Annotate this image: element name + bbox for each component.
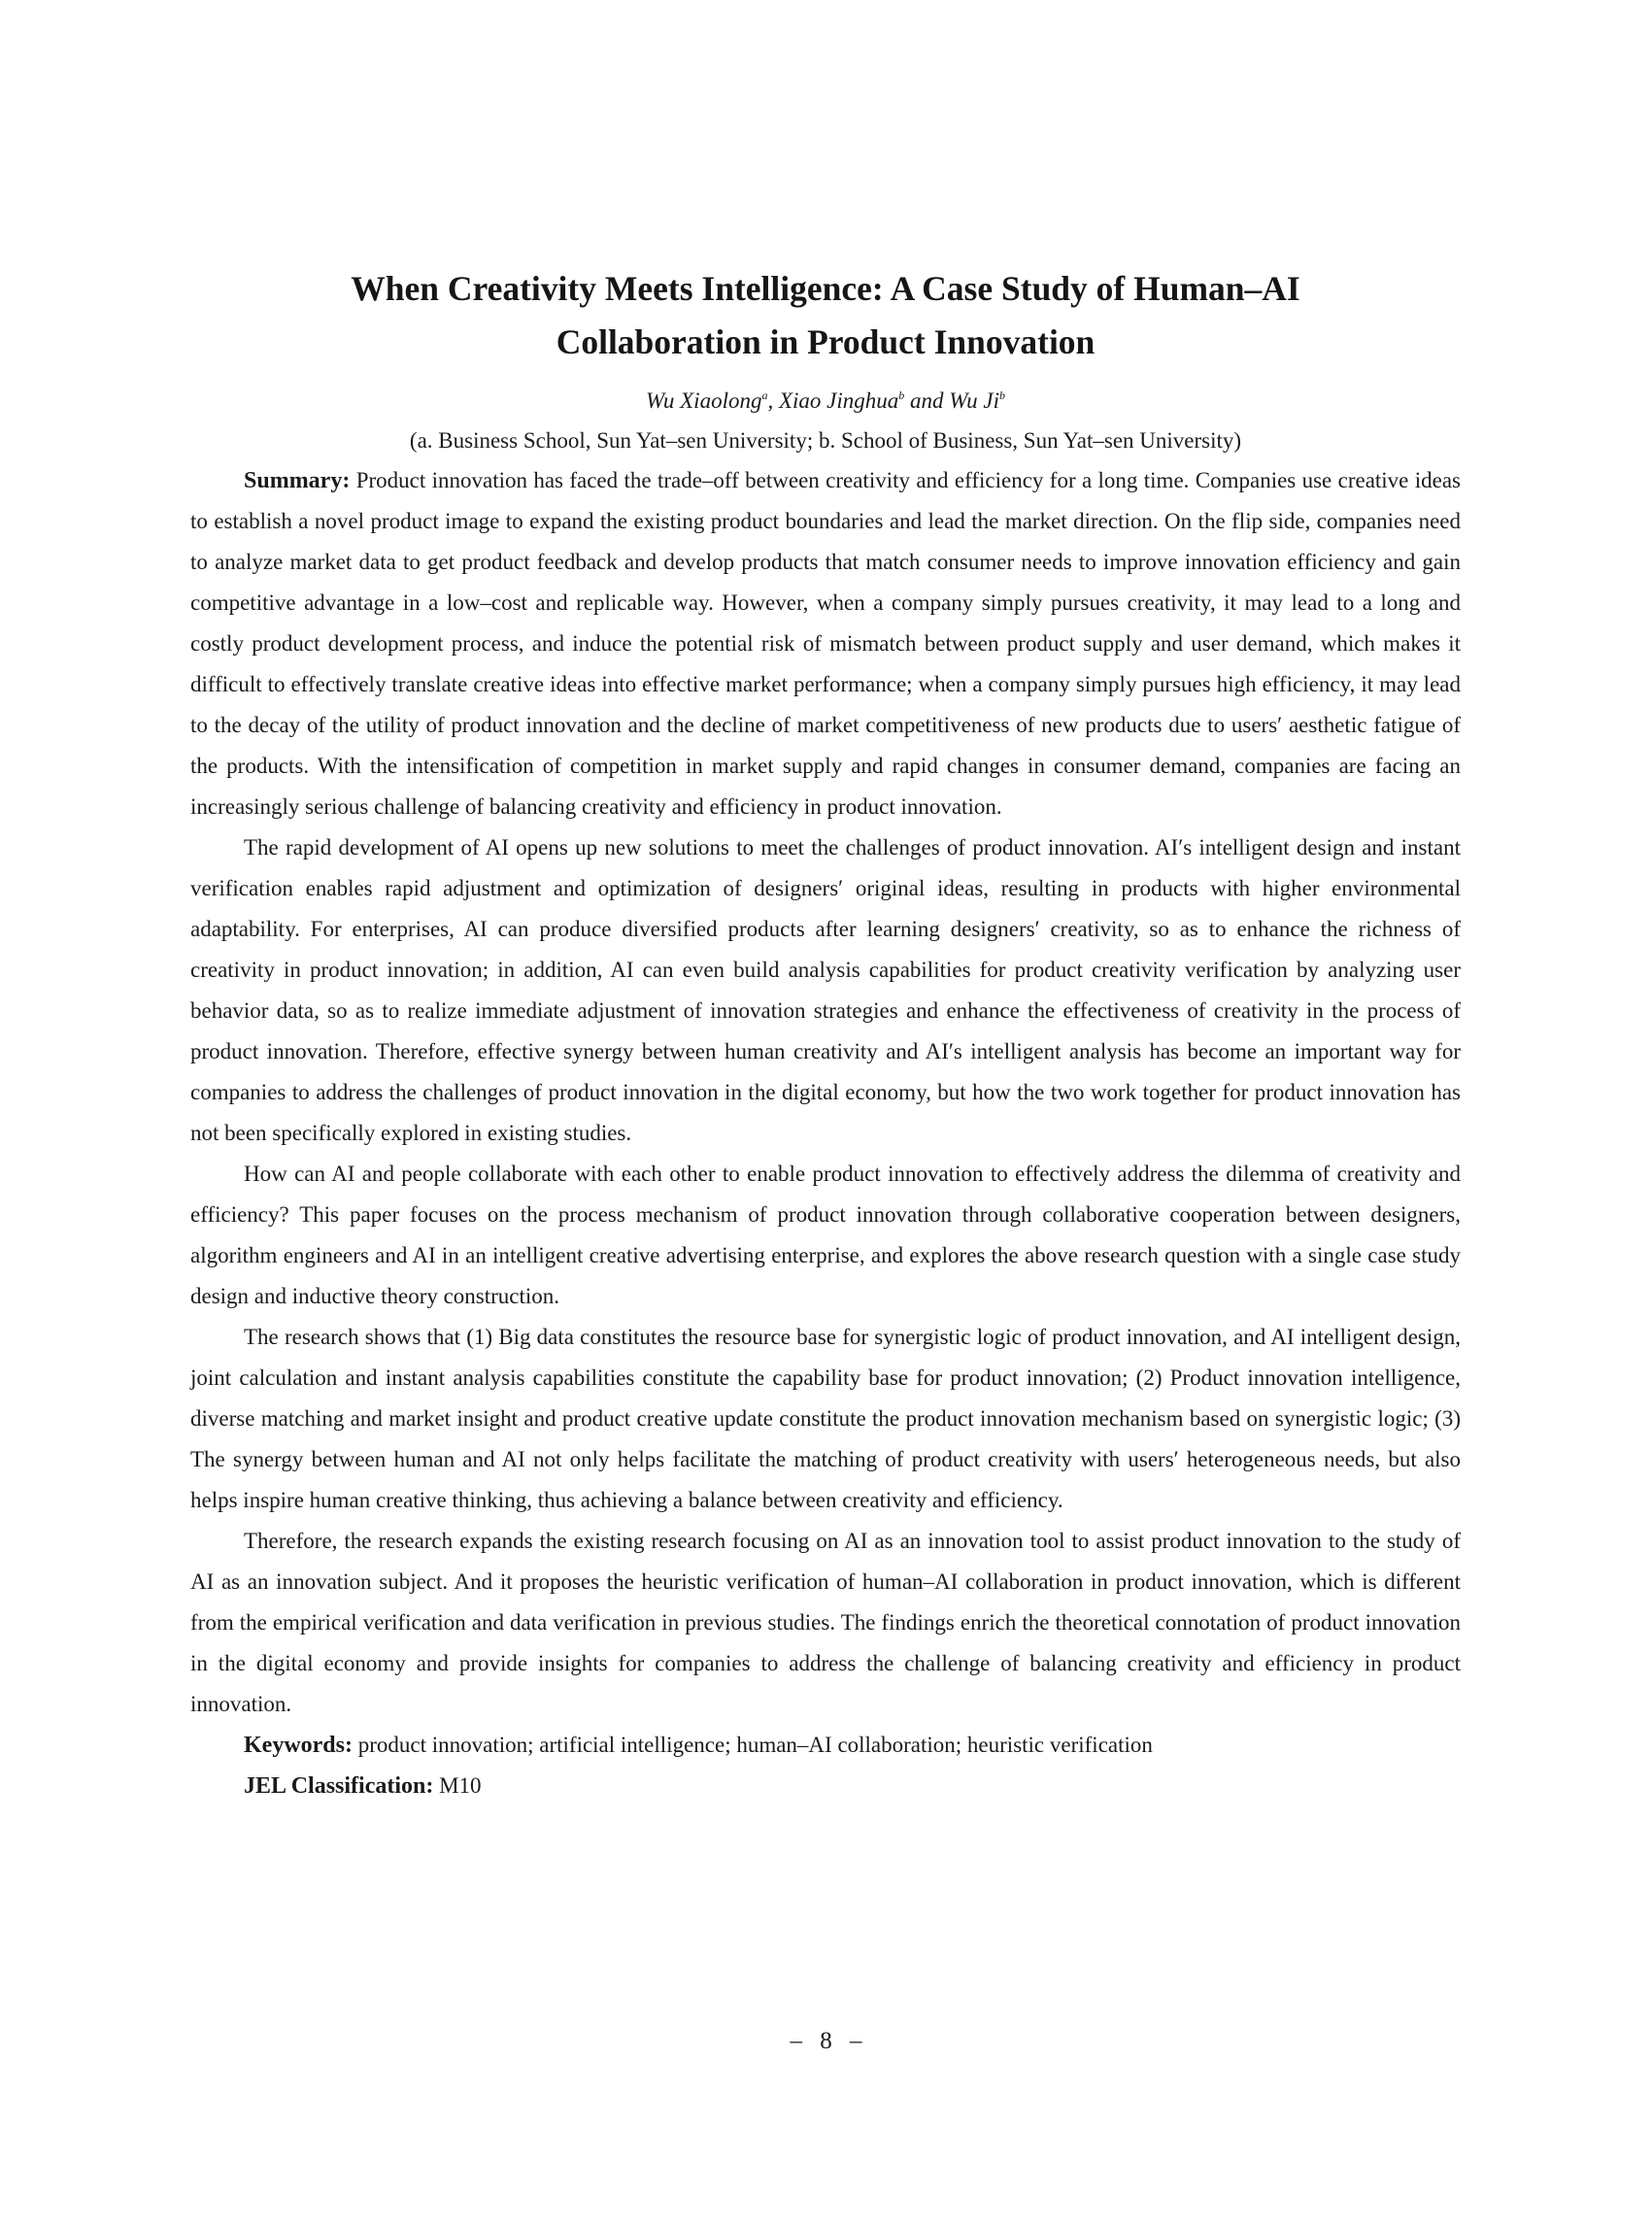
summary-paragraph: How can AI and people collaborate with each other to enable product innovation to effectively address the dilemma of creativity and efficiency? This paper focuses on the process mechanism of product innovation through collaborative cooperation between designers, algorithm engineers and AI in an intelligent creative advertising enterprise, and explores the above research question with a single case study design and inductive theory construction. [190, 1162, 1461, 1308]
jel-line [190, 1766, 1461, 1806]
author-name: Wu Ji [949, 388, 1000, 413]
summary-text: Product innovation has faced the trade–off between creativity and efficiency for a long time. Companies use creative ideas to establish a novel product image to expand the existing product boundaries and lead the market direction. On the flip side, companies need to analyze market data to get product feedback and develop products that match consumer needs to improve innovation efficiency and gain competitive advantage in a low–cost and replicable way. However, when a company simply pursues creativity, it may lead to a long and costly product development process, and induce the potential risk of mismatch between product supply and user demand, which makes it difficult to effectively translate creative ideas into effective market performance; when a company simply pursues high efficiency, it may lead to the decay of the utility of product innovation and the decline of market competitiveness of new products due to users′ aesthetic fatigue of the products. With the intensification of competition in market supply and rapid changes in consumer demand, companies are facing an increasingly serious challenge of balancing creativity and efficiency in product innovation. [190, 468, 1461, 819]
author-affiliation-mark: b [999, 388, 1006, 402]
page-number: – 8 – [790, 2028, 862, 2054]
keywords-text: product innovation; artificial intelligence; human–AI collaboration; heuristic verification [357, 1733, 1153, 1757]
jel-code: M10 [439, 1773, 482, 1798]
title-line-1: When Creativity Meets Intelligence: A Case Study of Human–AI [351, 269, 1300, 308]
title-line-2: Collaboration in Product Innovation [556, 322, 1096, 361]
paper-page [190, 262, 1461, 1806]
author-name: Wu Xiaolong [645, 388, 762, 413]
author-separator: and [904, 388, 950, 413]
summary-paragraph: The research shows that (1) Big data constitutes the resource base for synergistic logic of product innovation, and AI intelligent design, joint calculation and instant analysis capabilities constitute the capability base for product innovation; (2) Product innovation intelligence, diverse matching and market insight and product creative update constitute the product innovation mechanism based on synergistic logic; (3) The synergy between human and AI not only helps facilitate the matching of product creativity with users′ heterogeneous needs, but also helps inspire human creative thinking, thus achieving a balance between creativity and efficiency. [190, 1325, 1461, 1512]
summary-paragraph: Therefore, the research expands the existing research focusing on AI as an innovation tool to assist product innovation to the study of AI as an innovation subject. And it proposes the heuristic verification of human–AI collaboration in product innovation, which is different from the empirical verification and data verification in previous studies. The findings enrich the theoretical connotation of product innovation in the digital economy and provide insights for companies to address the challenge of balancing creativity and efficiency in product innovation. [190, 1529, 1461, 1716]
author-affiliation-mark: b [898, 388, 905, 402]
summary-paragraph [190, 460, 1461, 827]
affiliation: (a. Business School, Sun Yat–sen University; b. School of Business, Sun Yat–sen University) [409, 428, 1242, 453]
keywords-label: Keywords: [244, 1733, 353, 1758]
author-affiliation-mark: a [761, 388, 768, 402]
summary-label: Summary: [244, 468, 351, 493]
jel-label: JEL Classification: [244, 1773, 434, 1799]
summary-paragraph: The rapid development of AI opens up new solutions to meet the challenges of product innovation. AI′s intelligent design and instant verification enables rapid adjustment and optimization of designers′ original ideas, resulting in products with higher environmental adaptability. For enterprises, AI can produce diversified products after learning designers′ creativity, so as to enhance the richness of creativity in product innovation; in addition, AI can even build analysis capabilities for product creativity verification by analyzing user behavior data, so as to realize immediate adjustment of innovation strategies and enhance the effectiveness of creativity in the process of product innovation. Therefore, effective synergy between human creativity and AI′s intelligent analysis has become an important way for companies to address the challenges of product innovation in the digital economy, but how the two work together for product innovation has not been specifically explored in existing studies. [190, 835, 1461, 1145]
author-separator: , [767, 388, 779, 413]
author-name: Xiao Jinghua [778, 388, 899, 413]
keywords-line [190, 1725, 1461, 1766]
paper-title [190, 262, 1461, 369]
author-list [190, 384, 1461, 419]
